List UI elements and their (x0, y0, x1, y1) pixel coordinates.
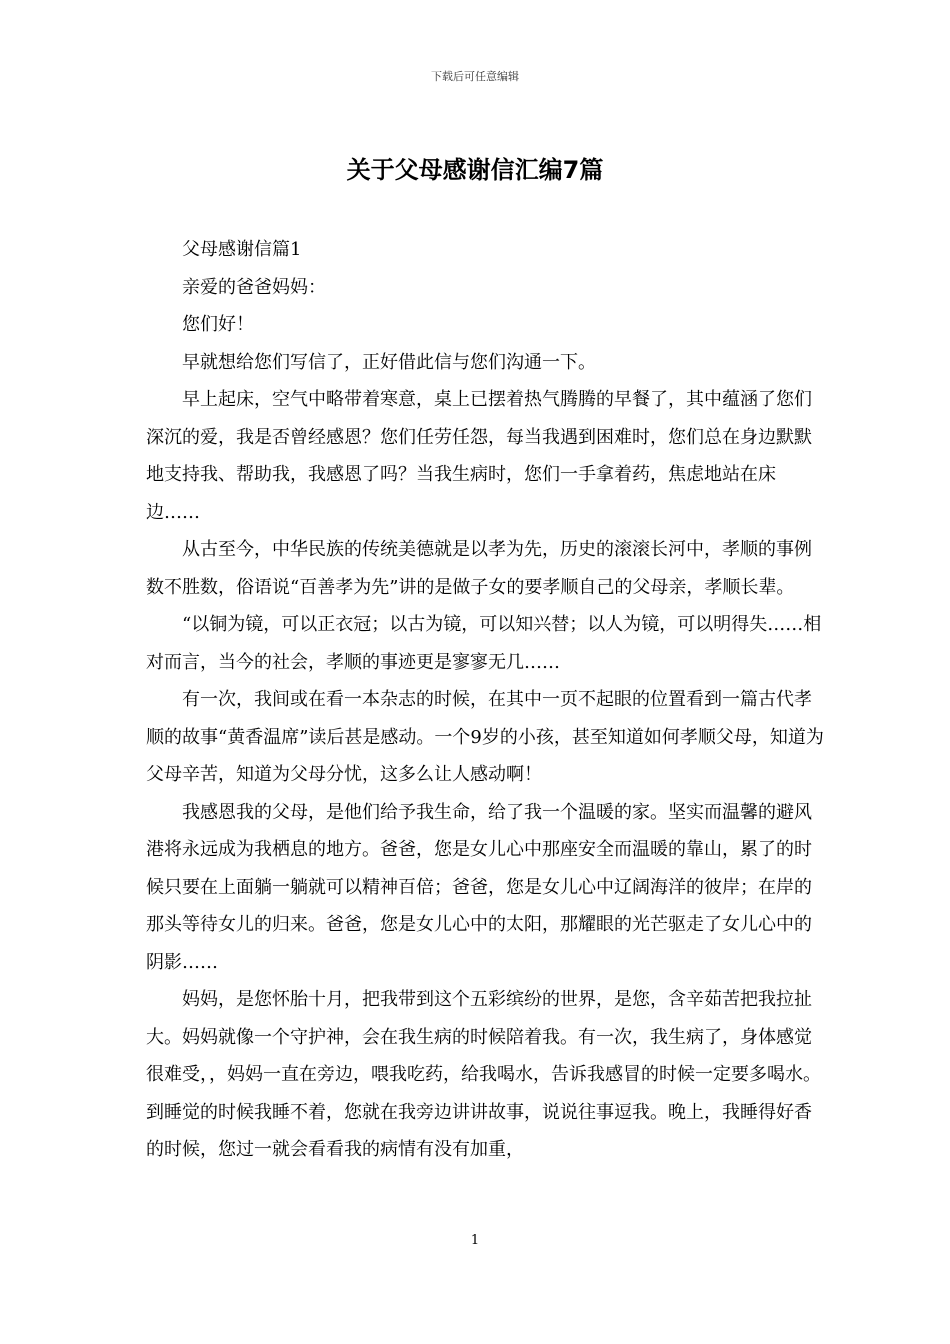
paragraph: 有一次，我间或在看一本杂志的时候，在其中一页不起眼的位置看到一篇古代孝顺的故事“黄香温席”读后甚是感动。一个9岁的小孩，甚至知道如何孝顺父母，知道为父母辛苦，知道为父母分忧，这多么让人感动啊！ (146, 689, 824, 785)
section-heading: 父母感谢信篇1 (182, 239, 302, 260)
paragraph: “以铜为镜，可以正衣冠；以古为镜，可以知兴替；以人为镜，可以明得失……相对而言，当今的社会，孝顺的事迹更是寥寥无几…… (146, 614, 822, 673)
paragraph: 早上起床，空气中略带着寒意，桌上已摆着热气腾腾的早餐了，其中蕴涵了您们深沉的爱，我是否曾经感恩？您们任劳任怨，每当我遇到困难时，您们总在身边默默地支持我、帮助我，我感恩了吗？当我生病时，您们一手拿着药，焦虑地站在床边…… (146, 389, 812, 523)
paragraph: 早就想给您们写信了，正好借此信与您们沟通一下。 (182, 351, 596, 373)
paragraph: 妈妈，是您怀胎十月，把我带到这个五彩缤纷的世界，是您，含辛茹苦把我拉扯大。妈妈就像一个守护神，会在我生病的时候陪着我。有一次，我生病了，身体感觉很难受，，妈妈一直在旁边，喂我吃药，给我喝水，告诉我感冒的时候一定要多喝水。到睡觉的时候我睡不着，您就在我旁边讲讲故事，说说往事逗我。晚上，我睡得好香的时候，您过一就会看看我的病情有没有加重， (146, 989, 821, 1160)
document-body (146, 231, 826, 1169)
salutation: 亲爱的爸爸妈妈： (182, 276, 326, 298)
paragraph: 我感恩我的父母，是他们给予我生命，给了我一个温暖的家。坚实而温馨的避风港将永远成为我栖息的地方。爸爸，您是女儿心中那座安全而温暖的靠山，累了的时候只要在上面躺一躺就可以精神百倍；爸爸，您是女儿心中辽阔海洋的彼岸；在岸的那头等待女儿的归来。爸爸，您是女儿心中的太阳，那耀眼的光芒驱走了女儿心中的阴影…… (146, 801, 812, 973)
page-number: 1 (470, 1233, 480, 1248)
greeting: 您们好！ (182, 314, 254, 335)
document-title: 关于父母感谢信汇编7篇 (346, 156, 604, 184)
paragraph: 从古至今，中华民族的传统美德就是以孝为先，历史的滚滚长河中，孝顺的事例数不胜数，俗语说“百善孝为先”讲的是做子女的要孝顺自己的父母亲，孝顺长辈。 (146, 539, 812, 598)
header-note: 下载后可任意编辑 (431, 70, 519, 83)
